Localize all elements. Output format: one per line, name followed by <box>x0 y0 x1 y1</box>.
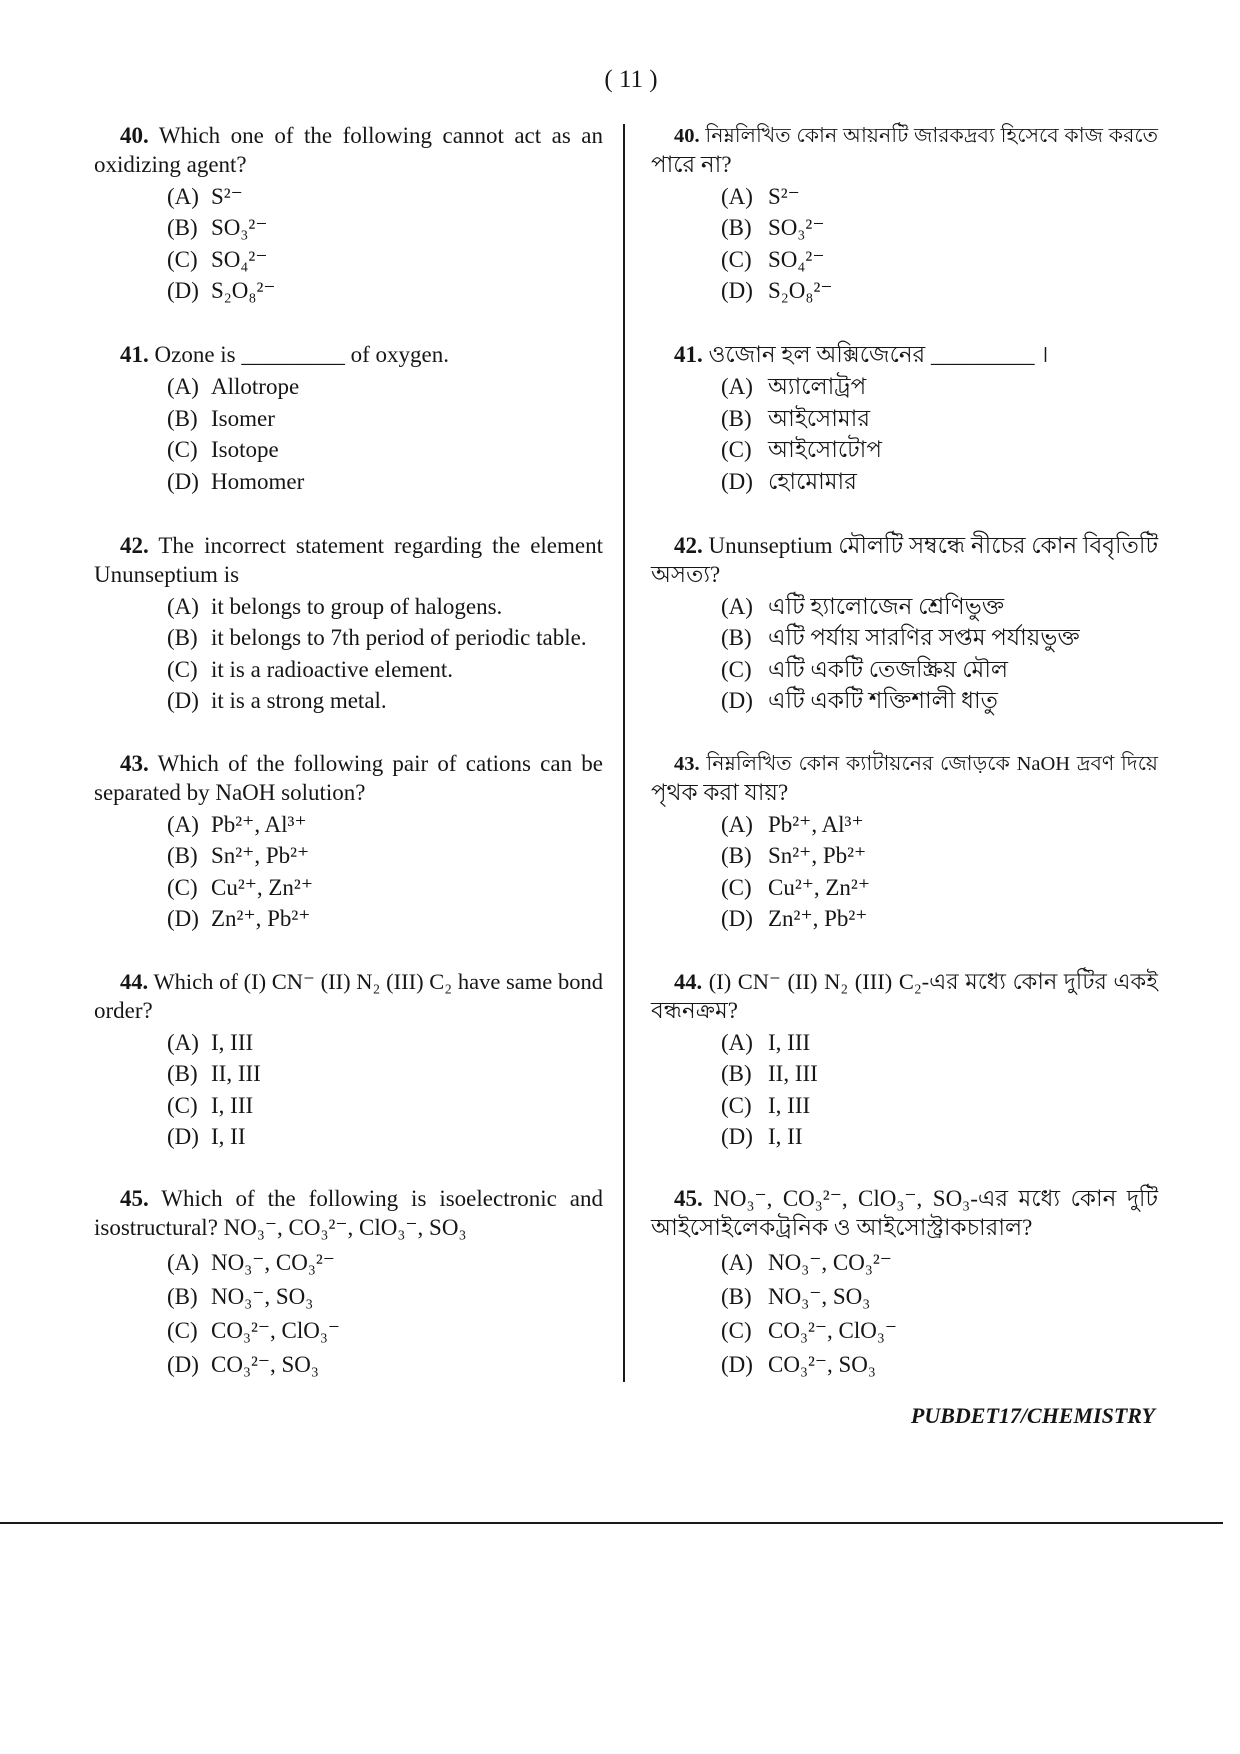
option-b <box>651 840 1158 872</box>
option-text: NO₃⁻, SO₃ <box>211 1284 314 1310</box>
option-c <box>651 434 1158 466</box>
option-label: (B) <box>721 843 752 869</box>
question-text-line <box>651 151 1158 180</box>
question-text: Ozone is _________ of oxygen. <box>154 342 449 367</box>
question-text-line <box>94 997 603 1026</box>
option-d <box>94 1121 603 1153</box>
option-c <box>94 244 603 276</box>
option-label: (A) <box>721 593 753 619</box>
option-a <box>94 181 603 213</box>
option-label: (C) <box>721 437 752 463</box>
option-a <box>94 1246 603 1280</box>
option-label: (A) <box>167 1029 199 1055</box>
option-text: II, III <box>211 1061 261 1087</box>
question-41-bengali <box>651 341 1158 497</box>
question-text-line <box>651 968 1158 997</box>
option-label: (C) <box>167 1318 198 1344</box>
option-d <box>651 466 1158 498</box>
options-list <box>94 181 603 307</box>
option-text: I, III <box>211 1029 254 1055</box>
option-text: I, III <box>768 1029 811 1055</box>
option-label: (C) <box>167 437 198 463</box>
paper-code-footer: PUBDET17/CHEMISTRY <box>910 1403 1155 1428</box>
question-42-english <box>94 532 603 717</box>
option-text: S²⁻ <box>768 183 800 209</box>
question-text: অসত্য? <box>651 561 721 587</box>
question-text: পারে না? <box>651 151 732 177</box>
option-text: I, II <box>211 1124 246 1150</box>
option-a <box>94 371 603 403</box>
option-b <box>94 1058 603 1090</box>
question-text: নিম্নলিখিত কোন ক্যাটায়নের জোড়কে NaOH দ্রবণ দিয়ে <box>706 753 1159 775</box>
question-number: 45. <box>674 1186 703 1211</box>
option-text: it belongs to 7th period of periodic table. <box>211 625 587 651</box>
option-text: I, III <box>768 1092 811 1118</box>
question-number: 42. <box>120 533 149 558</box>
question-text-line <box>94 341 603 370</box>
option-text: S²⁻ <box>211 183 243 209</box>
option-text: অ্যালোট্রপ <box>768 374 867 400</box>
question-number: 40. <box>674 125 700 147</box>
question-text: পৃথক করা যায়? <box>651 779 789 805</box>
option-text: Sn²⁺, Pb²⁺ <box>768 843 867 869</box>
option-label: (B) <box>167 843 198 869</box>
option-text: S₂O₈²⁻ <box>768 278 833 304</box>
question-text-line <box>651 1214 1158 1243</box>
option-label: (D) <box>167 906 199 932</box>
option-text: Homomer <box>211 468 305 494</box>
option-label: (A) <box>721 374 753 400</box>
option-label: (A) <box>167 593 199 619</box>
option-a <box>94 1027 603 1059</box>
option-d <box>651 1121 1158 1153</box>
question-number: 43. <box>120 751 149 776</box>
option-text: it is a radioactive element. <box>211 656 454 682</box>
question-43-english <box>94 750 603 935</box>
option-c <box>94 1090 603 1122</box>
question-45-bengali <box>651 1185 1158 1382</box>
option-d <box>94 1348 603 1382</box>
option-text: SO₃²⁻ <box>211 215 268 241</box>
option-d <box>94 275 603 307</box>
question-text-line <box>94 750 603 779</box>
option-label: (C) <box>721 1092 752 1118</box>
option-label: (B) <box>721 215 752 241</box>
option-text: আইসোমার <box>768 405 870 431</box>
question-text: ওজোন হল অক্সিজেনের _________ । <box>708 342 1049 367</box>
question-text: Which of the following is isoelectronic and <box>161 1186 603 1211</box>
option-label: (A) <box>167 183 199 209</box>
option-text: CO₃²⁻, ClO₃⁻ <box>211 1318 341 1344</box>
options-list <box>651 1027 1158 1153</box>
option-label: (C) <box>721 1318 752 1344</box>
question-text-line <box>94 968 603 997</box>
option-text: Sn²⁺, Pb²⁺ <box>211 843 310 869</box>
question-number: 43. <box>674 753 700 775</box>
question-text-line <box>94 779 603 808</box>
option-text: SO₄²⁻ <box>768 246 825 272</box>
option-text: CO₃²⁻, SO₃ <box>211 1352 319 1378</box>
option-label: (B) <box>167 625 198 651</box>
option-text: Isotope <box>211 437 279 463</box>
options-list <box>651 181 1158 307</box>
question-text: Ununseptium is <box>94 561 240 587</box>
option-label: (A) <box>721 1250 753 1276</box>
options-list <box>651 809 1158 935</box>
option-c <box>651 244 1158 276</box>
option-label: (D) <box>721 468 753 494</box>
option-label: (B) <box>721 1284 752 1310</box>
option-label: (B) <box>167 405 198 431</box>
question-text: (I) CN⁻ (II) N₂ (III) C₂-এর মধ্যে কোন দুটির একই <box>708 969 1158 994</box>
option-d <box>651 685 1158 717</box>
option-c <box>651 1314 1158 1348</box>
option-d <box>94 903 603 935</box>
option-label: (D) <box>167 1124 199 1150</box>
question-text: বন্ধনক্রম? <box>651 997 738 1023</box>
option-label: (A) <box>721 1029 753 1055</box>
option-d <box>651 275 1158 307</box>
option-text: S₂O₈²⁻ <box>211 278 276 304</box>
option-c <box>651 654 1158 686</box>
question-text-line <box>94 1185 603 1214</box>
option-text: I, II <box>768 1124 803 1150</box>
option-text: II, III <box>768 1061 818 1087</box>
option-a <box>651 591 1158 623</box>
option-d <box>94 685 603 717</box>
option-text: it belongs to group of halogens. <box>211 593 503 619</box>
option-label: (B) <box>721 625 752 651</box>
option-label: (D) <box>721 688 753 714</box>
bottom-rule <box>0 1522 1223 1524</box>
option-text: এটি একটি তেজস্ক্রিয় মৌল <box>768 656 1009 682</box>
question-number: 42. <box>674 533 703 558</box>
options-list <box>651 371 1158 497</box>
option-a <box>651 809 1158 841</box>
question-text: isostructural? NO₃⁻, CO₃²⁻, ClO₃⁻, SO₃ <box>94 1214 467 1240</box>
option-d <box>651 1348 1158 1382</box>
page-number: ( 11 ) <box>604 66 658 93</box>
question-43-bengali <box>651 750 1158 935</box>
question-40-bengali <box>651 122 1158 307</box>
option-label: (B) <box>167 1284 198 1310</box>
option-label: (B) <box>721 1061 752 1087</box>
option-text: it is a strong metal. <box>211 688 387 714</box>
option-text: Isomer <box>211 405 275 431</box>
question-text: Ununseptium মৌলটি সম্বন্ধে নীচের কোন বিবৃতিটি <box>708 533 1159 558</box>
option-text: Zn²⁺, Pb²⁺ <box>211 906 311 932</box>
option-d <box>651 903 1158 935</box>
option-text: এটি একটি শক্তিশালী ধাতু <box>768 688 998 714</box>
option-label: (D) <box>721 278 753 304</box>
option-label: (D) <box>721 1124 753 1150</box>
option-label: (D) <box>167 278 199 304</box>
option-text: CO₃²⁻, SO₃ <box>768 1352 876 1378</box>
question-text: Which of (I) CN⁻ (II) N₂ (III) C₂ have same bond <box>153 969 603 994</box>
option-text: NO₃⁻, CO₃²⁻ <box>768 1250 892 1276</box>
question-42-bengali <box>651 532 1158 717</box>
option-c <box>94 1314 603 1348</box>
question-text-line <box>651 122 1158 151</box>
question-41-english <box>94 341 603 497</box>
question-text: নিম্নলিখিত কোন আয়নটি জারকদ্রব্য হিসেবে কাজ করতে <box>705 125 1159 147</box>
option-text: SO₃²⁻ <box>768 215 825 241</box>
option-d <box>94 466 603 498</box>
options-list <box>94 591 603 717</box>
question-text-line <box>94 122 603 151</box>
option-b <box>651 1058 1158 1090</box>
option-label: (D) <box>167 1352 199 1378</box>
option-label: (A) <box>721 183 753 209</box>
option-text: NO₃⁻, CO₃²⁻ <box>211 1250 335 1276</box>
question-text-line <box>651 341 1158 370</box>
option-label: (A) <box>167 374 199 400</box>
option-b <box>94 1280 603 1314</box>
option-a <box>651 371 1158 403</box>
question-text-line <box>94 151 603 180</box>
question-text-line <box>651 750 1158 779</box>
option-label: (D) <box>721 1352 753 1378</box>
options-list <box>651 591 1158 717</box>
option-text: এটি হ্যালোজেন শ্রেণিভুক্ত <box>768 593 1005 619</box>
option-label: (D) <box>167 688 199 714</box>
question-40-english <box>94 122 603 307</box>
option-a <box>94 809 603 841</box>
option-a <box>651 1246 1158 1280</box>
option-b <box>651 1280 1158 1314</box>
question-44-bengali <box>651 968 1158 1153</box>
option-c <box>651 1090 1158 1122</box>
option-text: Cu²⁺, Zn²⁺ <box>768 874 870 900</box>
question-text-line <box>94 561 603 590</box>
option-text: SO₄²⁻ <box>211 246 268 272</box>
option-label: (B) <box>721 405 752 431</box>
question-text: আইসোইলেকট্রনিক ও আইসোস্ট্রাকচারাল? <box>651 1214 1033 1240</box>
question-44-english <box>94 968 603 1153</box>
option-text: Pb²⁺, Al³⁺ <box>211 811 307 837</box>
option-b <box>94 840 603 872</box>
question-number: 45. <box>120 1186 149 1211</box>
option-c <box>94 872 603 904</box>
option-text: Allotrope <box>211 374 300 400</box>
question-text: NO₃⁻, CO₃²⁻, ClO₃⁻, SO₃-এর মধ্যে কোন দুটি <box>713 1186 1159 1211</box>
option-label: (B) <box>167 1061 198 1087</box>
question-text-line <box>94 532 603 561</box>
option-label: (C) <box>721 656 752 682</box>
question-text: Which of the following pair of cations can be <box>157 751 603 776</box>
option-label: (C) <box>167 1092 198 1118</box>
question-text: separated by NaOH solution? <box>94 779 366 805</box>
question-text-line <box>94 1214 603 1243</box>
option-label: (B) <box>167 215 198 241</box>
option-text: Pb²⁺, Al³⁺ <box>768 811 864 837</box>
option-a <box>651 181 1158 213</box>
question-text-line <box>651 1185 1158 1214</box>
option-text: CO₃²⁻, ClO₃⁻ <box>768 1318 898 1344</box>
option-b <box>651 622 1158 654</box>
option-text: Cu²⁺, Zn²⁺ <box>211 874 313 900</box>
option-label: (A) <box>721 811 753 837</box>
option-label: (C) <box>167 246 198 272</box>
option-b <box>651 403 1158 435</box>
option-text: এটি পর্যায় সারণির সপ্তম পর্যায়ভুক্ত <box>768 625 1080 651</box>
options-list <box>94 1246 603 1382</box>
options-list <box>94 371 603 497</box>
question-text-line <box>651 779 1158 808</box>
question-text-line <box>651 561 1158 590</box>
options-list <box>94 809 603 935</box>
option-text: I, III <box>211 1092 254 1118</box>
option-b <box>651 212 1158 244</box>
option-label: (C) <box>721 874 752 900</box>
option-text: আইসোটোপ <box>768 437 882 463</box>
option-b <box>94 622 603 654</box>
option-text: হোমোমার <box>768 468 857 494</box>
options-list <box>94 1027 603 1153</box>
option-b <box>94 212 603 244</box>
option-label: (C) <box>721 246 752 272</box>
option-label: (D) <box>167 468 199 494</box>
option-a <box>651 1027 1158 1059</box>
question-number: 44. <box>674 969 703 994</box>
question-number: 44. <box>120 969 149 994</box>
option-b <box>94 403 603 435</box>
question-45-english <box>94 1185 603 1382</box>
option-a <box>94 591 603 623</box>
question-text-line <box>651 532 1158 561</box>
option-c <box>94 434 603 466</box>
option-label: (C) <box>167 874 198 900</box>
option-text: NO₃⁻, SO₃ <box>768 1284 871 1310</box>
question-text: oxidizing agent? <box>94 151 247 177</box>
option-c <box>651 872 1158 904</box>
option-text: Zn²⁺, Pb²⁺ <box>768 906 868 932</box>
question-number: 41. <box>674 342 703 367</box>
option-c <box>94 654 603 686</box>
question-text: order? <box>94 997 153 1023</box>
option-label: (C) <box>167 656 198 682</box>
option-label: (A) <box>167 1250 199 1276</box>
options-list <box>651 1246 1158 1382</box>
option-label: (D) <box>721 906 753 932</box>
option-label: (A) <box>167 811 199 837</box>
question-text: The incorrect statement regarding the element <box>158 533 603 558</box>
question-number: 40. <box>120 123 149 148</box>
question-text-line <box>651 997 1158 1026</box>
question-text: Which one of the following cannot act as an <box>158 123 603 148</box>
question-number: 41. <box>120 342 149 367</box>
column-divider <box>623 124 625 1382</box>
